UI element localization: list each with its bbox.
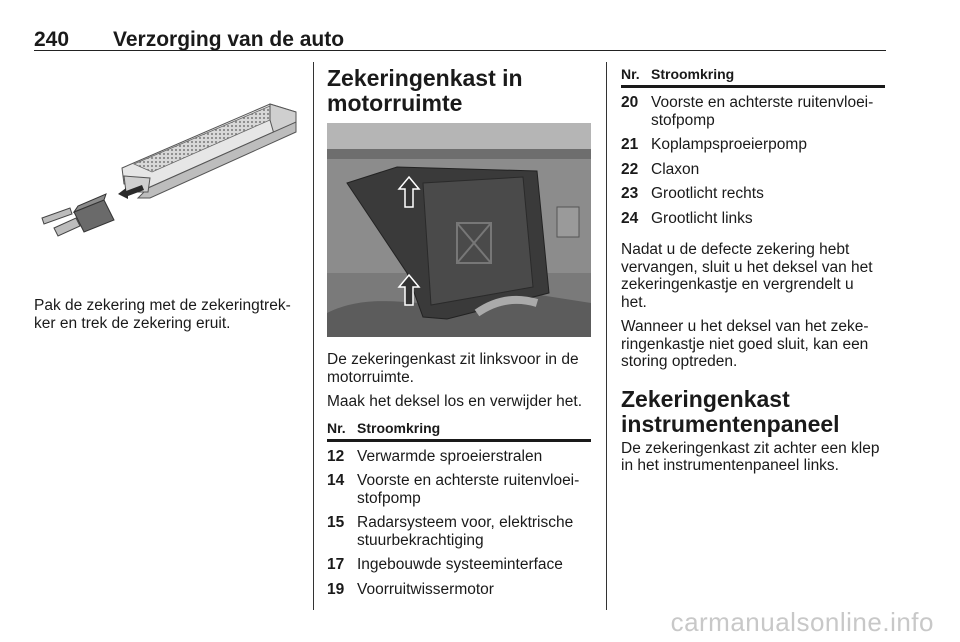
paragraph (327, 351, 591, 386)
table-row (621, 161, 885, 179)
paragraph-line: ringenkastje niet goed sluit, kan een (621, 335, 869, 353)
fuse-table (621, 94, 885, 227)
fuse-circuit: Ingebouwde systeeminterface (357, 556, 563, 573)
watermark: carmanualsonline.info (670, 607, 934, 637)
paragraph-line: motorruimte. (327, 368, 414, 386)
paragraph-line: Wanneer u het deksel van het zeke- (621, 318, 869, 335)
column-1 (34, 60, 300, 332)
fuse-number: 17 (327, 556, 345, 573)
fuse-circuit: Voorste en achterste ruitenvloei- stofpomp (357, 472, 580, 507)
paragraph-line: storing optreden. (621, 353, 738, 370)
paragraph-line: De zekeringenkast zit linksvoor in de (327, 351, 579, 368)
column-header-circuit: Stroomkring (651, 66, 735, 82)
paragraph-line: De zekeringenkast zit achter een klep (621, 439, 880, 457)
heading-line: instrumentenpaneel (621, 410, 840, 437)
paragraph: Maak het deksel los en verwijder het. (327, 393, 583, 410)
paragraph-line: zekeringenkastje en vergrendelt u (621, 276, 854, 293)
fuse-number: 24 (621, 209, 639, 227)
column-2 (327, 66, 591, 598)
table-row (621, 210, 885, 228)
fuse-circuit: Grootlicht links (651, 209, 753, 227)
page-title: Verzorging van de auto (113, 28, 345, 51)
fuse-circuit: Voorruitwissermotor (357, 580, 494, 598)
column-header-nr: Nr. (621, 66, 640, 82)
caption-line: ker en trek de zekering eruit. (34, 314, 231, 332)
fuse-circuit: Verwarmde sproeierstralen (357, 447, 543, 465)
paragraph-line: Nadat u de defecte zekering hebt (621, 241, 850, 258)
section-heading (327, 66, 591, 116)
section-heading (621, 387, 885, 437)
table-row (327, 581, 591, 599)
caption-line: Pak de zekering met de zekeringtrek- (34, 297, 291, 314)
column-divider (313, 62, 314, 610)
table-header (327, 420, 591, 442)
heading-line: Zekeringenkast (621, 385, 790, 412)
table-row (621, 136, 885, 154)
column-divider (606, 62, 607, 610)
heading-line: motorruimte (327, 90, 463, 116)
fuse-number: 21 (621, 136, 639, 153)
fuse-number: 15 (327, 514, 345, 531)
column-header-nr: Nr. (327, 419, 346, 436)
fuse-number: 22 (621, 160, 639, 178)
fuse-circuit: Voorste en achterste ruitenvloei- stofpomp (651, 94, 874, 129)
table-row (327, 514, 591, 549)
engine-fuse-box-photo (327, 123, 591, 337)
fuse-number: 19 (327, 580, 345, 598)
paragraph-line: in het instrumentenpaneel links. (621, 457, 839, 474)
fuse-circuit: Koplampsproeierpomp (651, 136, 807, 153)
fuse-circuit: Claxon (651, 160, 700, 178)
paragraph-line: vervangen, sluit u het deksel van het (621, 258, 873, 276)
page-number: 240 (34, 28, 70, 51)
fuse-circuit: Grootlicht rechts (651, 185, 764, 202)
paragraph (621, 440, 885, 475)
caption (34, 297, 300, 332)
column-header-circuit: Stroomkring (357, 419, 441, 436)
table-row (621, 94, 885, 129)
fuse-circuit: Radarsysteem voor, elektrische stuurbekrachtiging (357, 514, 574, 549)
table-row (621, 185, 885, 203)
column-3 (621, 66, 885, 475)
fuse-number: 20 (621, 94, 639, 111)
table-row (327, 472, 591, 507)
paragraph (621, 318, 885, 371)
paragraph-line: het. (621, 293, 647, 311)
page-header (34, 28, 886, 51)
table-row (327, 448, 591, 466)
table-row (327, 556, 591, 574)
paragraph (621, 241, 885, 311)
heading-line: Zekeringenkast in (327, 65, 523, 91)
table-header (621, 66, 885, 88)
fuse-number: 12 (327, 447, 345, 465)
fuse-table (327, 448, 591, 599)
fuse-puller-illustration (34, 60, 300, 250)
fuse-number: 23 (621, 185, 639, 202)
fuse-number: 14 (327, 472, 345, 489)
